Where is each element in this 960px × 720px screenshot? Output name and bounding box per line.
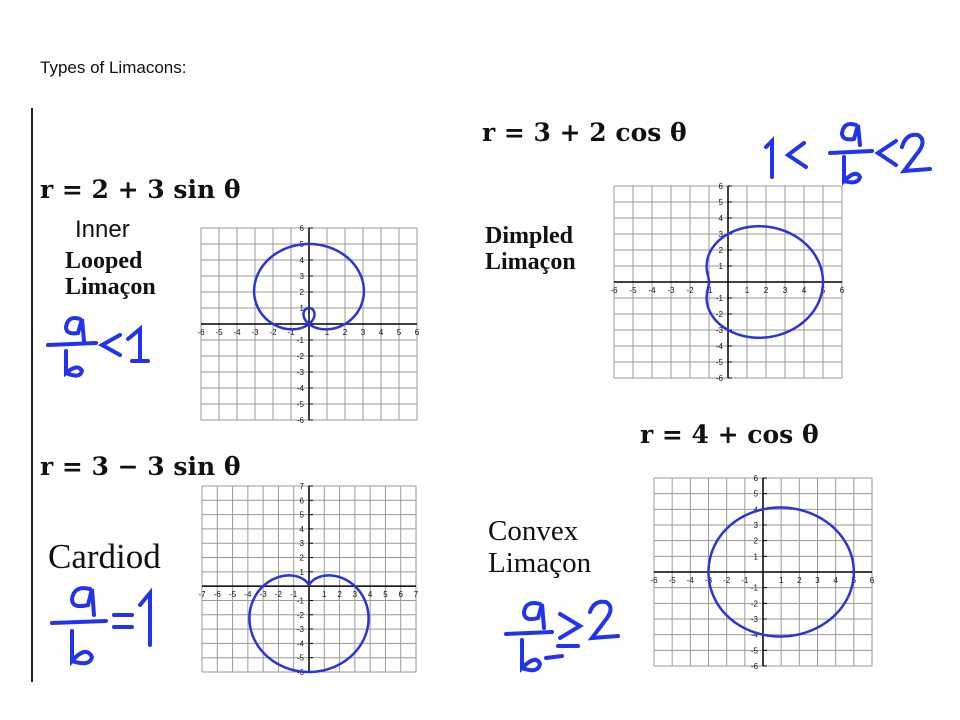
y-tick-label: 5 [718,198,723,207]
y-tick-label: 1 [299,304,304,313]
y-tick-label: -3 [750,615,758,624]
label-line: Limaçon [488,546,592,579]
y-tick-label: 4 [299,256,304,265]
x-tick-label: -5 [229,590,237,600]
y-tick-label: 2 [299,288,304,297]
x-tick-label: 4 [801,286,807,295]
handwritten-condition-inner [36,305,156,380]
x-tick-label: -2 [686,286,694,295]
y-tick-label: -4 [750,630,758,640]
y-tick-label: -1 [750,583,758,593]
x-tick-label: 6 [414,328,420,337]
x-tick-label: 4 [378,328,384,337]
x-tick-label: 5 [820,286,826,295]
x-tick-label: -6 [610,286,618,295]
x-tick-label: -2 [269,328,277,337]
x-tick-label: -4 [244,590,252,600]
x-tick-label: -1 [290,590,298,600]
x-tick-label: -4 [686,576,694,585]
x-tick-label: -5 [629,286,637,295]
x-tick-label: 1 [324,328,330,337]
equation-text: r = 3 + 2 cos θ [482,118,687,147]
handwritten-condition-cardioid [36,575,166,675]
x-tick-label: -3 [259,590,267,600]
y-tick-label: -2 [296,610,304,620]
x-tick-label: -6 [197,328,205,337]
y-tick-label: 2 [299,553,304,563]
y-tick-label: -6 [296,416,304,425]
equation-inner [40,175,241,204]
x-tick-label: 1 [744,286,750,295]
x-tick-label: 2 [763,286,769,295]
y-tick-label: 6 [299,224,304,233]
x-tick-label: 5 [851,576,857,585]
y-tick-label: 4 [753,505,758,515]
y-tick-label: 7 [299,482,304,491]
x-tick-label: -2 [274,590,282,600]
y-tick-label: 6 [299,496,304,506]
y-tick-label: 3 [299,272,304,281]
y-tick-label: 2 [718,246,723,255]
y-tick-label: -1 [296,596,304,606]
label-line: Cardiod [48,537,161,576]
x-tick-label: -7 [198,590,206,600]
y-tick-label: -6 [715,374,723,383]
y-tick-label: -1 [296,336,304,345]
label-line: Convex [488,515,579,547]
y-tick-label: -3 [715,326,723,335]
x-tick-label: -1 [705,286,713,295]
x-tick-label: -6 [213,590,221,600]
equation-text: r = 2 + 3 sin θ [40,175,241,204]
handwritten-condition-convex [500,592,630,682]
x-tick-label: 2 [337,590,342,600]
x-tick-label: 6 [869,576,875,585]
x-tick-label: 1 [778,576,784,585]
equation-text: r = 3 − 3 sin θ [40,452,241,481]
x-tick-label: 3 [782,286,788,295]
y-tick-label: 1 [718,262,723,271]
y-tick-label: 1 [753,552,758,562]
y-tick-label: 3 [718,230,723,239]
x-tick-label: 2 [797,576,802,585]
label-line: Dimpled [485,223,574,249]
graph-dimpled [598,172,858,392]
y-tick-label: 2 [753,536,758,546]
x-tick-label: 7 [413,590,419,600]
equation-dimpled [482,118,687,147]
x-tick-label: 5 [396,328,402,337]
label-convex [488,516,591,580]
x-tick-label: -3 [667,286,675,295]
y-tick-label: -6 [296,668,304,677]
page-title: Types of Limacons: [40,58,187,77]
handwritten-inner-label: Inner [75,216,130,243]
label-line: Looped [65,248,143,274]
y-tick-label: -2 [296,352,304,361]
x-tick-label: 5 [383,590,388,600]
y-tick-label: -5 [750,646,758,656]
x-tick-label: 3 [360,328,366,337]
x-tick-label: -3 [704,576,713,585]
x-tick-label: -5 [215,328,223,337]
x-tick-label: -3 [251,328,259,337]
y-tick-label: 3 [299,539,304,549]
x-tick-label: 4 [367,590,373,600]
graph-inner-looped [183,216,429,432]
x-tick-label: -5 [668,576,676,585]
label-line: Limaçon [485,249,576,276]
x-tick-label: -4 [648,286,656,295]
x-tick-label: -4 [233,328,241,337]
y-tick-label: 6 [718,182,723,191]
x-tick-label: -1 [741,576,749,585]
equation-text: r = 4 + cos θ [640,420,819,449]
y-tick-label: 6 [753,474,758,483]
x-tick-label: 1 [322,590,327,600]
graph-cardioid [186,474,432,684]
y-tick-label: -2 [750,599,758,609]
x-tick-label: -6 [650,576,658,585]
y-tick-label: 5 [299,510,304,520]
y-tick-label: -1 [715,294,723,303]
y-tick-label: 5 [299,240,304,249]
y-tick-label: -5 [715,358,723,367]
y-tick-label: -4 [715,342,723,351]
equation-convex [640,420,819,449]
left-divider [31,108,33,682]
x-tick-label: 3 [352,590,358,600]
y-tick-label: -2 [715,310,723,319]
y-tick-label: -5 [296,653,304,663]
y-tick-label: -3 [296,625,304,635]
y-tick-label: 4 [718,214,723,223]
x-tick-label: -2 [723,576,731,585]
x-tick-label: -1 [287,328,295,337]
y-tick-label: -4 [296,639,304,649]
y-tick-label: 5 [753,489,758,499]
y-tick-label: -3 [296,368,304,377]
x-tick-label: 6 [839,286,845,295]
x-tick-label: 3 [815,576,820,585]
y-tick-label: -5 [296,400,304,409]
label-inner [65,248,156,301]
label-line: Limaçon [65,274,156,301]
label-cardioid [48,538,161,577]
y-tick-label: 1 [299,567,304,577]
label-dimpled [485,223,576,276]
x-tick-label: 4 [833,576,838,585]
y-tick-label: -4 [296,384,304,393]
graph-convex [638,466,888,676]
y-tick-label: -6 [750,662,758,671]
y-tick-label: 4 [299,524,304,534]
y-tick-label: 3 [753,521,758,530]
x-tick-label: 2 [342,328,348,337]
x-tick-label: 6 [398,590,403,600]
